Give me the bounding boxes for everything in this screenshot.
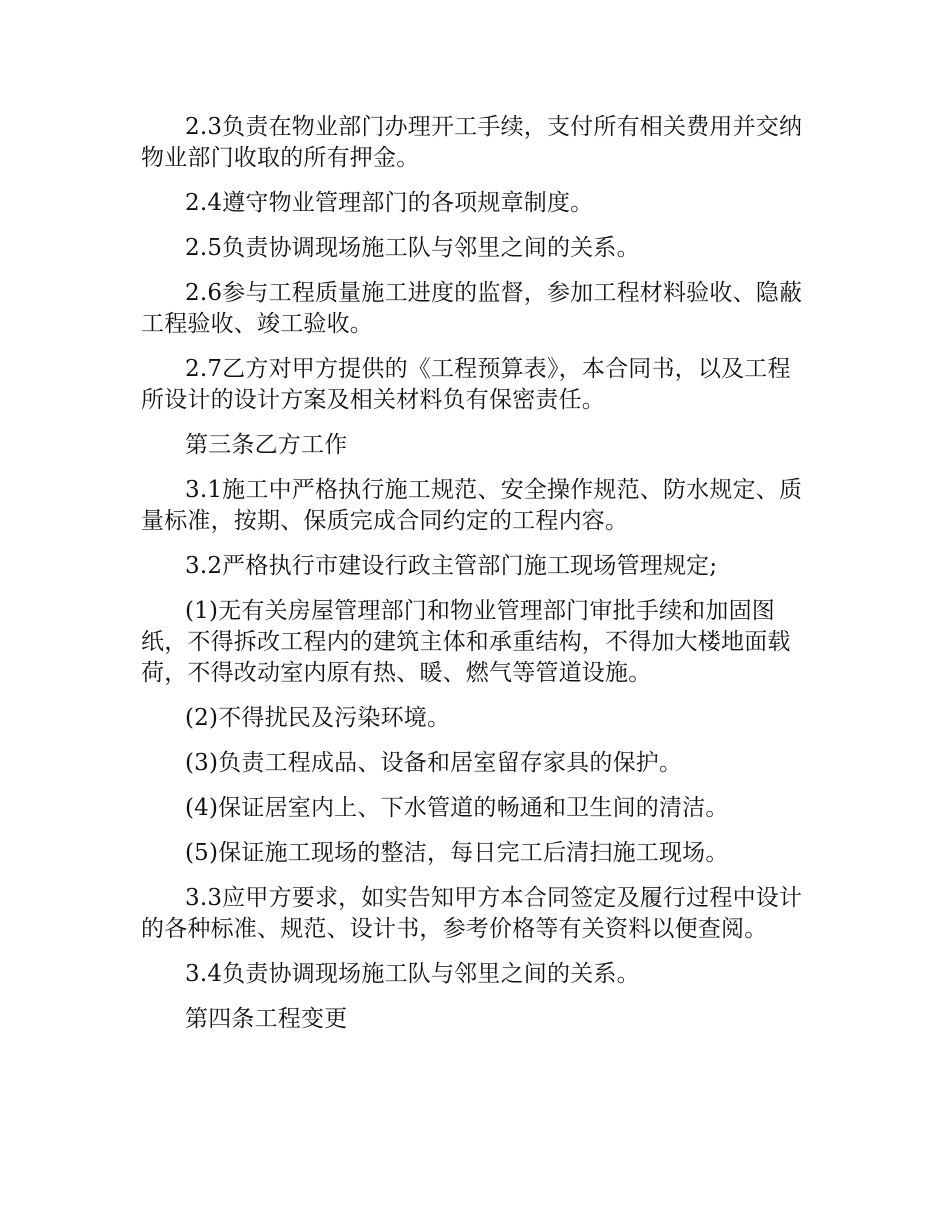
list-item-3: (3)负责工程成品、设备和居室留存家具的保护。	[185, 750, 683, 776]
paragraph-3-2: 3.2严格执行市建设行政主管部门施工现场管理规定;	[185, 553, 718, 579]
paragraph-2-5: 2.5负责协调现场施工队与邻里之间的关系。	[185, 235, 640, 261]
list-item-4: (4)保证居室内上、下水管道的畅通和卫生间的清洁。	[185, 795, 729, 821]
paragraph-2-6: 2.6参与工程质量施工进度的监督，参加工程材料验收、隐蔽工程验收、竣工验收。	[141, 280, 803, 337]
list-item-2: (2)不得扰民及污染环境。	[185, 705, 451, 731]
paragraph-2-7: 2.7乙方对甲方提供的《工程预算表》，本合同书，以及工程所设计的设计方案及相关材料负有保密责任。	[141, 356, 791, 413]
document-body	[141, 112, 813, 1049]
paragraph-3-1: 3.1施工中严格执行施工规范、安全操作规范、防水规定、质量标准，按期、保质完成合同约定的工程内容。	[141, 477, 803, 534]
paragraph-3-4: 3.4负责协调现场施工队与邻里之间的关系。	[185, 961, 640, 987]
paragraph-2-4: 2.4遵守物业管理部门的各项规章制度。	[185, 190, 594, 216]
paragraph-3-3: 3.3应甲方要求，如实告知甲方本合同签定及履行过程中设计的各种标准、规范、设计书，参考价格等有关资料以便查阅。	[141, 885, 803, 942]
list-item-5: (5)保证施工现场的整洁，每日完工后清扫施工现场。	[185, 840, 729, 866]
section-heading-article-4: 第四条工程变更	[185, 1006, 348, 1032]
section-heading-article-3: 第三条乙方工作	[185, 432, 348, 458]
list-item-1: (1)无有关房屋管理部门和物业管理部门审批手续和加固图纸，不得拆改工程内的建筑主体和承重结构，不得加大楼地面载荷，不得改动室内原有热、暖、燃气等管道设施。	[141, 598, 791, 686]
paragraph-2-3: 2.3负责在物业部门办理开工手续，支付所有相关费用并交纳物业部门收取的所有押金。	[141, 114, 803, 171]
